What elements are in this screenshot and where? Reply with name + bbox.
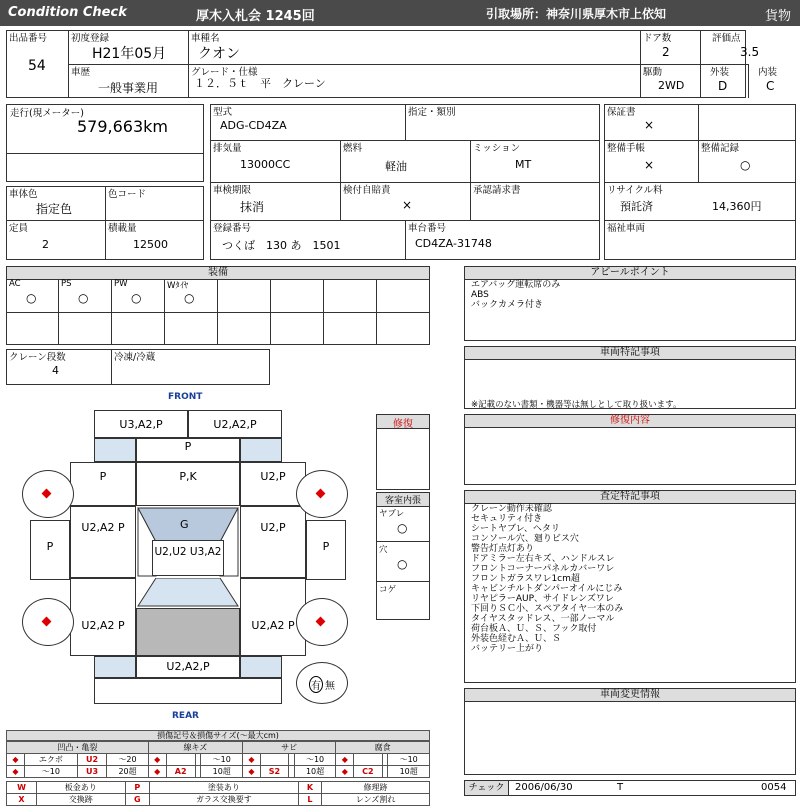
code-key: G [125, 794, 149, 806]
inspector-title: 査定特記事項 [464, 490, 796, 504]
first-reg-value: H21年05月 [92, 46, 167, 62]
body-color-value: 指定色 [36, 202, 73, 216]
note-line: 警告灯点灯あり [471, 544, 535, 554]
change-title: 車両変更情報 [464, 688, 796, 702]
panel-roof[interactable]: U2,U2 U3,A2 [152, 540, 224, 576]
check-mark: T [617, 782, 624, 793]
panel-front-right[interactable]: U2,A2,P [188, 410, 282, 438]
note-line: コンソール穴、廻りビス穴 [471, 534, 579, 544]
panel-rear[interactable]: U2,A2,P [136, 656, 240, 678]
reg-value: つくば 130 あ 1501 [222, 239, 341, 252]
tire-front-left[interactable] [22, 470, 74, 518]
body-color-label: 車体色 [9, 189, 38, 200]
note-line: 下回りＳＣ小、スペアタイヤ一本のみ [471, 604, 624, 614]
note-line: クレーン動作未確認 [471, 504, 552, 514]
repair-label: 修復 [377, 415, 429, 429]
legend-cell: 〜10 [294, 754, 335, 766]
code-key: W [7, 782, 37, 794]
damage-icon [316, 489, 326, 499]
cabin-tear-value: ○ [397, 521, 408, 535]
note-line: キャビンチルトダンパーオイルにじみ [471, 584, 623, 594]
note-line: バッテリー上がり [471, 644, 544, 654]
interior-value: C [766, 79, 775, 93]
legend-cell: 〜10 [24, 766, 77, 778]
legend-group: 腐食 [336, 742, 430, 754]
legend-cell: U3 [77, 766, 107, 778]
legend-group: 線キズ [148, 742, 242, 754]
legend-mark: ◆ [242, 766, 260, 778]
appeal-line: ABS [471, 290, 489, 300]
doors-label: ドア数 [643, 33, 672, 44]
code-value: 交換跡 [36, 794, 125, 806]
capacity-label: 定員 [9, 223, 29, 234]
equip-pw [111, 279, 164, 312]
cabin-hole-label: 穴 [379, 545, 388, 555]
equipment-title: 装備 [6, 266, 430, 280]
legend-cell: 〜10 [201, 754, 242, 766]
displacement-label: 排気量 [213, 143, 242, 154]
first-reg-label: 初度登録 [71, 33, 110, 44]
history-value: 一般事業用 [98, 81, 159, 95]
equip-value: ○ [78, 291, 89, 305]
panel-lower-right[interactable]: U2,A2 P [240, 578, 306, 656]
legend-cell: 〜20 [107, 754, 148, 766]
freezer-label: 冷凍/冷蔵 [114, 352, 156, 363]
recycle-amount: 14,360円 [712, 200, 762, 213]
mileage-value: 579,663km [77, 117, 169, 136]
recycle-status: 預託済 [620, 200, 653, 213]
recycle-label: リサイクル料 [607, 185, 663, 196]
spare-none: 無 [325, 681, 335, 692]
mileage-label: 走行(現メーター) [10, 108, 84, 119]
appeal-title: アピールポイント [464, 266, 796, 280]
legend-cell: A2 [166, 766, 195, 778]
exterior-label: 外装 [710, 67, 730, 78]
panel-front-left[interactable]: U3,A2,P [94, 410, 188, 438]
panel-side-right[interactable]: P [306, 520, 346, 580]
interior-label: 内装 [758, 67, 778, 78]
code-key: L [298, 794, 321, 806]
maint-book-value: × [644, 158, 655, 172]
code-value: 板金あり [36, 782, 125, 794]
legend-cell: 〜10 [388, 754, 430, 766]
panel-rear-bumper[interactable] [94, 678, 282, 704]
appeal-box [464, 279, 796, 341]
auction-name: 厚木入札会 1245回 [196, 9, 315, 24]
note-line: リヤピラーAUP、サイドレンズワレ [471, 594, 614, 604]
mission-value: MT [515, 158, 532, 171]
repair-content [464, 427, 796, 485]
cabin-title: 客室内張 [377, 493, 429, 507]
note-line: 外装色経むＡ、Ｕ、Ｓ [471, 634, 562, 644]
type-label: 型式 [213, 107, 233, 118]
grade-label: グレード・仕様 [191, 67, 258, 78]
rear-window-shape [136, 578, 240, 608]
inspector-box [464, 503, 796, 683]
equip-value: ○ [26, 291, 37, 305]
note-line: セキュリティ付き [471, 514, 543, 524]
panel-bed[interactable] [136, 608, 240, 656]
fuel-label: 燃料 [343, 143, 363, 154]
insurance-value: × [402, 198, 413, 212]
code-key: K [298, 782, 321, 794]
maint-record-label: 整備記録 [701, 143, 740, 154]
maint-record-value: ○ [740, 158, 751, 172]
panel-bumper-left[interactable] [94, 438, 136, 462]
note-line: シートヤブレ、ヘタリ [471, 524, 560, 534]
history-label: 車歴 [71, 67, 91, 78]
legend-cell: 10超 [388, 766, 430, 778]
repair-box [376, 414, 430, 490]
legend-cell: C2 [354, 766, 382, 778]
legend-cell [354, 754, 382, 766]
change-box [464, 701, 796, 775]
legend-cell [166, 754, 195, 766]
code-value: ガラス交換要す [149, 794, 298, 806]
warranty-value: × [644, 118, 655, 132]
load-label: 積載量 [108, 223, 137, 234]
designation-label: 指定・類別 [408, 107, 456, 118]
damage-icon [316, 617, 326, 627]
doors-value: 2 [662, 45, 670, 59]
legend-cell: 20超 [107, 766, 148, 778]
tire-rear-left[interactable] [22, 598, 74, 646]
equip-value: ○ [131, 291, 142, 305]
model-value: クオン [198, 46, 240, 62]
header-bar [0, 0, 800, 26]
approval-label: 承認請求書 [473, 185, 521, 196]
model-label: 車種名 [191, 33, 220, 44]
type-value: ADG-CD4ZA [220, 119, 287, 132]
fuel-value: 軽油 [385, 160, 407, 173]
panel-rear-left[interactable] [94, 656, 136, 678]
legend-mark: ◆ [336, 754, 354, 766]
note-line: フロントコーナーパネルカバーワレ [471, 564, 615, 574]
legend-mark: ◆ [7, 754, 25, 766]
equip-label: PS [61, 279, 72, 289]
panel-side-left[interactable]: P [30, 520, 70, 580]
code-key: X [7, 794, 37, 806]
lot-label: 出品番号 [9, 33, 48, 44]
equip-ac [6, 279, 58, 312]
exterior-value: D [718, 79, 728, 93]
welfare-label: 福祉車両 [607, 223, 646, 234]
panel-bumper[interactable]: P [136, 438, 240, 462]
mileage-box [6, 104, 204, 182]
crane-value: 4 [52, 364, 59, 377]
code-key: P [125, 782, 149, 794]
equip-value: ○ [184, 291, 195, 305]
note-line: フロントガラスワレ1cm超 [471, 574, 580, 584]
drive-value: 2WD [658, 79, 685, 92]
insurance-label: 検付自賠責 [343, 185, 391, 196]
legend-mark: ◆ [7, 766, 25, 778]
legend-cell: エクボ [24, 754, 77, 766]
panel-cab-center[interactable]: P,K [136, 462, 240, 506]
grade-value: １２．５ｔ 平 クレーン [194, 77, 326, 90]
appeal-line: バックカメラ付き [471, 300, 544, 310]
cabin-box [376, 492, 430, 620]
code-value: 修理跡 [322, 782, 430, 794]
legend [6, 730, 430, 804]
check-number: 0054 [761, 782, 787, 793]
cabin-tear-label: ヤブレ [379, 509, 405, 519]
legend-cell: 10超 [201, 766, 242, 778]
equip-ps [58, 279, 111, 312]
code-value: レンズ割れ [322, 794, 430, 806]
note-line: ドアミラー左右キズ、ハンドルスレ [471, 554, 615, 564]
capacity-value: 2 [42, 238, 49, 251]
chassis-value: CD4ZA-31748 [415, 237, 492, 250]
panel-door-left[interactable]: U2,A2 P [70, 506, 136, 578]
mission-label: ミッション [473, 143, 521, 154]
category: 貨物 [765, 9, 792, 24]
spare-tire[interactable] [296, 662, 348, 704]
legend-mark: ◆ [242, 754, 260, 766]
legend-cell: S2 [260, 766, 288, 778]
check-label: チェック [465, 781, 509, 795]
score-label: 評価点 [712, 33, 741, 44]
panel-cab-right[interactable]: U2,P [240, 462, 306, 506]
panel-rear-right[interactable] [240, 656, 282, 678]
legend-cell: 10超 [294, 766, 335, 778]
special-box [464, 359, 796, 409]
special-note: ※記載のない書類・機器等は無しとして取り扱います。 [471, 400, 682, 410]
damage-icon [42, 617, 52, 627]
drive-label: 駆動 [643, 67, 663, 78]
appeal-line: エアバッグ運転席のみ [471, 280, 561, 290]
special-title: 車両特記事項 [464, 346, 796, 360]
front-label: FRONT [168, 392, 203, 402]
spare-yes: 有 [309, 676, 323, 693]
chassis-label: 車台番号 [408, 223, 447, 234]
panel-door-right[interactable]: U2,P [240, 506, 306, 578]
rear-label: REAR [172, 711, 199, 721]
load-value: 12500 [133, 238, 168, 251]
pickup-location: 引取場所：神奈川県厚木市上依知 [486, 7, 667, 21]
score-value: 3.5 [740, 45, 760, 59]
tire-front-right[interactable] [296, 470, 348, 518]
code-table [6, 781, 430, 806]
maint-book-label: 整備手帳 [607, 143, 646, 154]
damage-icon [42, 489, 52, 499]
check-bar [464, 780, 796, 796]
app-title: Condition Check [8, 5, 127, 20]
legend-mark: ◆ [336, 766, 354, 778]
legend-cell: U2 [77, 754, 107, 766]
equip-wtire [164, 279, 217, 312]
repair-title: 修復内容 [464, 414, 796, 428]
legend-group: サビ [242, 742, 335, 754]
displacement-value: 13000CC [240, 158, 291, 171]
equip-label: Wﾀｲﾔ [167, 281, 189, 291]
legend-mark: ◆ [148, 754, 166, 766]
panel-bumper-right[interactable] [240, 438, 282, 462]
equip-label: AC [9, 279, 21, 289]
rear-glass-area [136, 578, 240, 608]
inspection-label: 車検期限 [213, 185, 252, 196]
cabin-hole-value: ○ [397, 557, 408, 571]
cabin-burn-label: コゲ [379, 585, 397, 595]
note-line: 荷台板Ａ、Ｕ、Ｓ、フック取付 [471, 624, 597, 634]
lot-number: 54 [28, 58, 46, 74]
check-date: 2006/06/30 [515, 782, 573, 793]
legend-title: 損傷記号＆損傷サイズ(〜最大cm) [6, 730, 430, 741]
glass-label: G [180, 518, 189, 531]
inspection-value: 抹消 [240, 200, 265, 214]
crane-label: クレーン段数 [9, 352, 66, 363]
legend-cell [260, 754, 288, 766]
legend-group: 凹凸・亀裂 [7, 742, 149, 754]
panel-lower-left[interactable]: U2,A2 P [70, 578, 136, 656]
equip-label: PW [114, 279, 128, 289]
panel-cab-left[interactable]: P [70, 462, 136, 506]
code-value: 塗装あり [149, 782, 298, 794]
color-code-label: 色コード [108, 189, 147, 200]
legend-table [6, 741, 430, 778]
tire-rear-right[interactable] [296, 598, 348, 646]
reg-label: 登録番号 [213, 223, 252, 234]
warranty-label: 保証書 [607, 107, 636, 118]
legend-mark: ◆ [148, 766, 166, 778]
note-line: タイヤスタッドレス、一部ノーマル [471, 614, 615, 624]
